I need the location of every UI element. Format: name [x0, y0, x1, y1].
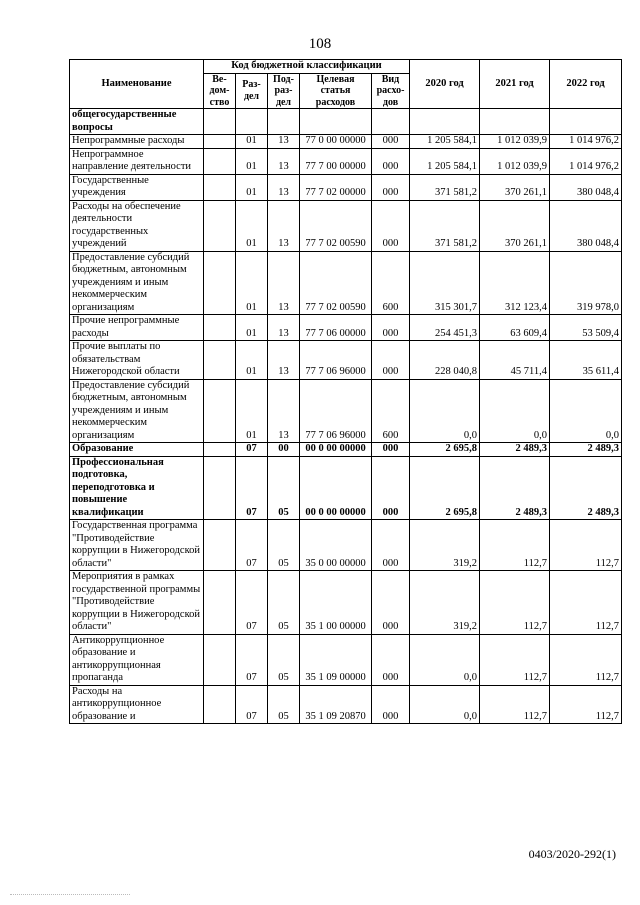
cell-vedomstvo [204, 148, 236, 174]
col-header-name: Наименование [70, 60, 204, 109]
cell-2020: 0,0 [410, 379, 480, 443]
table-row [70, 341, 622, 380]
col-header-podrazdel: Под- раз- дел [268, 73, 300, 109]
cell-vid: 000 [372, 571, 410, 635]
cell-celevaya: 77 7 06 00000 [300, 315, 372, 341]
cell-vid: 000 [372, 135, 410, 149]
cell-celevaya: 77 7 06 96000 [300, 379, 372, 443]
cell-name: Предоставление субсидий бюджетным, автономным учреждениям и иным некоммерческим организациям [70, 379, 204, 443]
cell-2022: 380 048,4 [550, 200, 622, 251]
cell-celevaya: 77 7 02 00590 [300, 200, 372, 251]
cell-2022 [550, 109, 622, 135]
cell-celevaya: 35 1 00 00000 [300, 571, 372, 635]
cell-2021: 2 489,3 [480, 443, 550, 457]
table-row [70, 315, 622, 341]
cell-name: Антикоррупционное образование и антикоррупционная пропаганда [70, 634, 204, 685]
cell-vedomstvo [204, 174, 236, 200]
cell-2022: 53 509,4 [550, 315, 622, 341]
cell-2022: 2 489,3 [550, 456, 622, 520]
cell-vid: 000 [372, 520, 410, 571]
cell-razdel: 01 [236, 315, 268, 341]
cell-razdel: 07 [236, 520, 268, 571]
col-header-2022: 2022 год [550, 60, 622, 109]
cell-celevaya: 35 1 09 00000 [300, 634, 372, 685]
cell-2020: 254 451,3 [410, 315, 480, 341]
cell-podrazdel: 13 [268, 341, 300, 380]
cell-name: Расходы на обеспечение деятельности государственных учреждений [70, 200, 204, 251]
col-header-vedomstvo: Ве- дом- ство [204, 73, 236, 109]
cell-2021: 112,7 [480, 571, 550, 635]
col-header-2021: 2021 год [480, 60, 550, 109]
cell-razdel: 01 [236, 251, 268, 315]
cell-2022: 0,0 [550, 379, 622, 443]
cell-razdel: 07 [236, 634, 268, 685]
cell-name: Прочие выплаты по обязательствам Нижегородской области [70, 341, 204, 380]
table-row [70, 135, 622, 149]
table-row [70, 200, 622, 251]
cell-2020: 2 695,8 [410, 456, 480, 520]
cell-2021: 112,7 [480, 520, 550, 571]
cell-name: Непрограммное направление деятельности [70, 148, 204, 174]
cell-name: общегосударственные вопросы [70, 109, 204, 135]
cell-vid: 600 [372, 379, 410, 443]
cell-celevaya: 35 1 09 20870 [300, 685, 372, 724]
cell-2020: 319,2 [410, 520, 480, 571]
cell-name: Мероприятия в рамках государственной программы "Противодействие коррупции в Нижегородской области" [70, 571, 204, 635]
cell-vid: 000 [372, 200, 410, 251]
cell-name: Предоставление субсидий бюджетным, автономным учреждениям и иным некоммерческим организациям [70, 251, 204, 315]
cell-podrazdel: 05 [268, 520, 300, 571]
cell-vedomstvo [204, 251, 236, 315]
cell-vedomstvo [204, 341, 236, 380]
cell-podrazdel: 05 [268, 685, 300, 724]
cell-podrazdel: 13 [268, 174, 300, 200]
cell-2022: 35 611,4 [550, 341, 622, 380]
cell-vid [372, 109, 410, 135]
cell-2022: 1 014 976,2 [550, 135, 622, 149]
cell-2021 [480, 109, 550, 135]
cell-2022: 112,7 [550, 634, 622, 685]
cell-2020 [410, 109, 480, 135]
cell-razdel: 07 [236, 443, 268, 457]
col-header-razdel: Раз- дел [236, 73, 268, 109]
budget-table [69, 59, 622, 724]
cell-2020: 0,0 [410, 634, 480, 685]
cell-razdel: 01 [236, 135, 268, 149]
cell-vedomstvo [204, 200, 236, 251]
col-header-classification: Код бюджетной классификации [204, 60, 410, 74]
cell-razdel: 01 [236, 341, 268, 380]
cell-celevaya: 77 7 06 96000 [300, 341, 372, 380]
cell-2021: 1 012 039,9 [480, 135, 550, 149]
cell-podrazdel: 05 [268, 456, 300, 520]
cell-razdel: 07 [236, 571, 268, 635]
cell-2022: 112,7 [550, 520, 622, 571]
cell-vid: 600 [372, 251, 410, 315]
header-row-top [70, 60, 622, 74]
cell-vid: 000 [372, 341, 410, 380]
cell-2020: 2 695,8 [410, 443, 480, 457]
cell-name: Образование [70, 443, 204, 457]
cell-podrazdel: 05 [268, 634, 300, 685]
cell-podrazdel: 13 [268, 135, 300, 149]
page-number: 108 [308, 36, 332, 52]
col-header-2020: 2020 год [410, 60, 480, 109]
cell-podrazdel [268, 109, 300, 135]
cell-2021: 2 489,3 [480, 456, 550, 520]
cell-2020: 1 205 584,1 [410, 135, 480, 149]
table-row [70, 685, 622, 724]
table-row [70, 109, 622, 135]
table-row [70, 379, 622, 443]
cell-podrazdel: 13 [268, 200, 300, 251]
cell-name: Расходы на антикоррупционное образование и [70, 685, 204, 724]
cell-razdel: 01 [236, 148, 268, 174]
table-row [70, 251, 622, 315]
cell-vedomstvo [204, 109, 236, 135]
cell-vedomstvo [204, 443, 236, 457]
cell-celevaya: 77 0 00 00000 [300, 135, 372, 149]
cell-vedomstvo [204, 456, 236, 520]
cell-vid: 000 [372, 456, 410, 520]
cell-razdel: 01 [236, 379, 268, 443]
cell-2021: 312 123,4 [480, 251, 550, 315]
cell-razdel: 01 [236, 200, 268, 251]
table-row [70, 571, 622, 635]
cell-2021: 63 609,4 [480, 315, 550, 341]
cell-podrazdel: 13 [268, 315, 300, 341]
cell-celevaya: 77 7 02 00590 [300, 251, 372, 315]
document-code: 0403/2020-292(1) [528, 847, 616, 861]
cell-2020: 319,2 [410, 571, 480, 635]
cell-2021: 0,0 [480, 379, 550, 443]
cell-vid: 000 [372, 174, 410, 200]
cell-vedomstvo [204, 520, 236, 571]
cell-celevaya: 77 7 02 00000 [300, 174, 372, 200]
cell-2020: 371 581,2 [410, 200, 480, 251]
scan-edge-mark [10, 894, 130, 898]
cell-celevaya [300, 109, 372, 135]
cell-razdel: 01 [236, 174, 268, 200]
table-row [70, 456, 622, 520]
cell-2021: 370 261,1 [480, 200, 550, 251]
cell-2022: 2 489,3 [550, 443, 622, 457]
cell-2022: 112,7 [550, 571, 622, 635]
col-header-vid: Вид расхо- дов [372, 73, 410, 109]
cell-vedomstvo [204, 571, 236, 635]
cell-podrazdel: 13 [268, 148, 300, 174]
cell-2020: 0,0 [410, 685, 480, 724]
cell-razdel: 07 [236, 456, 268, 520]
cell-podrazdel: 13 [268, 251, 300, 315]
cell-2020: 315 301,7 [410, 251, 480, 315]
cell-name: Государственная программа "Противодействие коррупции в Нижегородской области" [70, 520, 204, 571]
col-header-celevaya: Целевая статья расходов [300, 73, 372, 109]
cell-vid: 000 [372, 685, 410, 724]
cell-celevaya: 00 0 00 00000 [300, 456, 372, 520]
table-row [70, 148, 622, 174]
cell-2022: 380 048,4 [550, 174, 622, 200]
cell-vedomstvo [204, 135, 236, 149]
cell-vedomstvo [204, 634, 236, 685]
cell-podrazdel: 13 [268, 379, 300, 443]
cell-name: Профессиональная подготовка, переподготовка и повышение квалификации [70, 456, 204, 520]
cell-celevaya: 77 7 00 00000 [300, 148, 372, 174]
cell-2021: 45 711,4 [480, 341, 550, 380]
cell-vid: 000 [372, 443, 410, 457]
cell-2021: 112,7 [480, 634, 550, 685]
cell-vedomstvo [204, 315, 236, 341]
cell-2021: 112,7 [480, 685, 550, 724]
cell-vid: 000 [372, 634, 410, 685]
cell-razdel [236, 109, 268, 135]
cell-name: Непрограммные расходы [70, 135, 204, 149]
cell-2021: 1 012 039,9 [480, 148, 550, 174]
cell-podrazdel: 05 [268, 571, 300, 635]
cell-name: Прочие непрограммные расходы [70, 315, 204, 341]
cell-vid: 000 [372, 148, 410, 174]
cell-vedomstvo [204, 379, 236, 443]
cell-2020: 371 581,2 [410, 174, 480, 200]
cell-celevaya: 00 0 00 00000 [300, 443, 372, 457]
cell-2022: 319 978,0 [550, 251, 622, 315]
cell-podrazdel: 00 [268, 443, 300, 457]
table-row [70, 174, 622, 200]
cell-name: Государственные учреждения [70, 174, 204, 200]
cell-2022: 1 014 976,2 [550, 148, 622, 174]
cell-vedomstvo [204, 685, 236, 724]
cell-celevaya: 35 0 00 00000 [300, 520, 372, 571]
table-row [70, 634, 622, 685]
cell-2020: 228 040,8 [410, 341, 480, 380]
table-row [70, 520, 622, 571]
cell-razdel: 07 [236, 685, 268, 724]
cell-vid: 000 [372, 315, 410, 341]
cell-2020: 1 205 584,1 [410, 148, 480, 174]
cell-2021: 370 261,1 [480, 174, 550, 200]
table-row [70, 443, 622, 457]
cell-2022: 112,7 [550, 685, 622, 724]
